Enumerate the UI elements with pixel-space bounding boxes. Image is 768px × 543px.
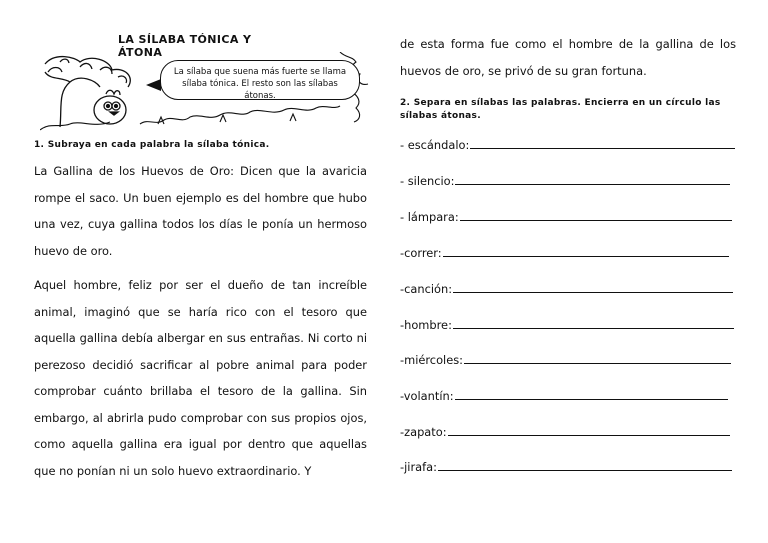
word-row-10: [400, 454, 732, 474]
story-paragraph-2: Aquel hombre, feliz por ser el dueño de tan increíble animal, imaginó que se haría rico con el tesoro que aquella gallina debía albergar en sus entrañas. Ni corto ni perezoso decidió sacrificar al pobre animal para poder comprobar cuánto brillaba el tesoro de la gallina. Sin embargo, al abrirla pudo comprobar con sus propios ojos, como aquella gallina era igual por dentro que aquellas que no ponían ni un solo huevo extraordinario. Y: [34, 278, 367, 478]
word-row-5: [400, 276, 733, 296]
answer-line[interactable]: [464, 362, 731, 364]
word-row-2: [400, 168, 730, 188]
word-row-8: [400, 383, 728, 403]
answer-line[interactable]: [455, 398, 728, 400]
speech-bubble-line2: sílaba tónica. El resto son las sílabas átonas.: [182, 79, 338, 101]
exercise2-title: 2. Separa en sílabas las palabras. Encierra en un círculo las sílabas átonas.: [400, 98, 721, 121]
answer-line[interactable]: [453, 291, 733, 293]
word-row-7: [400, 347, 731, 367]
word-label: -canción:: [400, 282, 453, 296]
speech-bubble-tail: [146, 79, 161, 91]
word-label: -volantín:: [400, 389, 454, 403]
word-label: -hombre:: [400, 318, 452, 332]
word-label: -zapato:: [400, 425, 447, 439]
word-label: - silencio:: [400, 174, 455, 188]
word-label: - lámpara:: [400, 210, 459, 224]
answer-line[interactable]: [470, 147, 735, 149]
word-label: - escándalo:: [400, 138, 470, 152]
speech-bubble: [160, 60, 360, 100]
answer-line[interactable]: [448, 434, 730, 436]
exercise1-title: 1. Subraya en cada palabra la sílaba tónica.: [34, 140, 270, 150]
story-continuation: de esta forma fue como el hombre de la gallina de los huevos de oro, se privó de su gran fortuna.: [400, 37, 736, 78]
hen-icon: [94, 90, 126, 124]
word-row-4: [400, 240, 729, 260]
word-row-3: [400, 204, 732, 224]
word-row-6: [400, 312, 734, 332]
word-label: -correr:: [400, 246, 442, 260]
word-row-9: [400, 419, 730, 439]
speech-bubble-line1: La sílaba que suena más fuerte se llama: [173, 67, 347, 77]
story-paragraph-1: La Gallina de los Huevos de Oro: Dicen que la avaricia rompe el saco. Un buen ejemplo es del hombre que hubo una vez, cuya gallina todos los días le ponía un hermoso huevo de oro.: [34, 164, 367, 258]
answer-line[interactable]: [453, 327, 734, 329]
word-label: -jirafa:: [400, 460, 437, 474]
word-label: -miércoles:: [400, 353, 463, 367]
answer-line[interactable]: [455, 183, 730, 185]
answer-line[interactable]: [438, 469, 732, 471]
word-row-1: [400, 132, 735, 152]
answer-line[interactable]: [443, 255, 729, 257]
answer-line[interactable]: [460, 219, 732, 221]
worksheet-title: LA SÍLABA TÓNICA Y ÁTONA: [118, 33, 252, 59]
